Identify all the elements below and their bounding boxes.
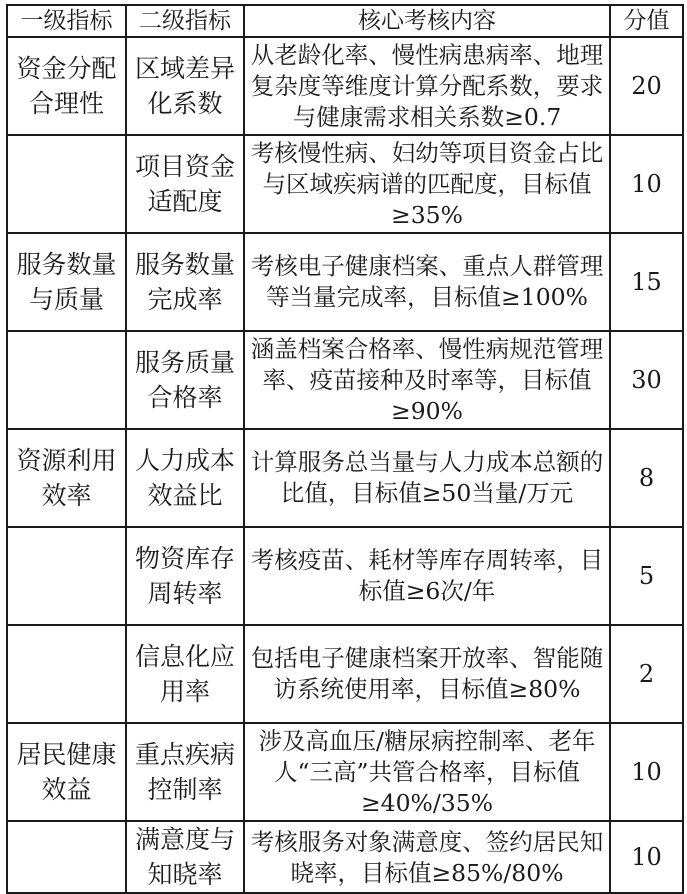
cell-score: 20: [610, 37, 683, 135]
cell-content: 考核疫苗、耗材等库存周转率，目标值≥6次/年: [244, 527, 610, 625]
cell-level1: [7, 625, 126, 723]
cell-level2: 重点疾病控制率: [126, 723, 244, 821]
cell-level2: 人力成本效益比: [126, 429, 244, 527]
header-level1: 一级指标: [7, 5, 126, 37]
header-score: 分值: [610, 5, 683, 37]
table-row: [7, 331, 683, 429]
table-row: [7, 527, 683, 625]
cell-level1: 居民健康效益: [7, 723, 126, 821]
indicator-table: [6, 4, 684, 894]
cell-level2: 服务数量完成率: [126, 233, 244, 331]
cell-content: 从老龄化率、慢性病患病率、地理复杂度等维度计算分配系数，要求与健康需求相关系数≥0.7: [244, 37, 610, 135]
cell-level2: 区域差异化系数: [126, 37, 244, 135]
cell-level1: 资源利用效率: [7, 429, 126, 527]
cell-level1: 服务数量与质量: [7, 233, 126, 331]
table-row: [7, 625, 683, 723]
cell-score: 30: [610, 331, 683, 429]
table-row: [7, 821, 683, 893]
cell-content: 包括电子健康档案开放率、智能随访系统使用率，目标值≥80%: [244, 625, 610, 723]
table-row: [7, 429, 683, 527]
cell-score: 10: [610, 135, 683, 233]
cell-level1: [7, 527, 126, 625]
cell-level1: 资金分配合理性: [7, 37, 126, 135]
cell-level1: [7, 331, 126, 429]
cell-content: 考核慢性病、妇幼等项目资金占比与区域疾病谱的匹配度，目标值≥35%: [244, 135, 610, 233]
cell-level2: 满意度与知晓率: [126, 821, 244, 893]
table-row: [7, 37, 683, 135]
cell-level1: [7, 821, 126, 893]
cell-level2: 项目资金适配度: [126, 135, 244, 233]
cell-score: 10: [610, 723, 683, 821]
cell-score: 10: [610, 821, 683, 893]
cell-score: 2: [610, 625, 683, 723]
cell-content: 考核电子健康档案、重点人群管理等当量完成率，目标值≥100%: [244, 233, 610, 331]
cell-level1: [7, 135, 126, 233]
cell-content: 涵盖档案合格率、慢性病规范管理率、疫苗接种及时率等，目标值≥90%: [244, 331, 610, 429]
cell-level2: 物资库存周转率: [126, 527, 244, 625]
cell-score: 8: [610, 429, 683, 527]
table-row: [7, 135, 683, 233]
cell-content: 涉及高血压/糖尿病控制率、老年人“三高”共管合格率，目标值≥40%/35%: [244, 723, 610, 821]
cell-content: 计算服务总当量与人力成本总额的比值，目标值≥50当量/万元: [244, 429, 610, 527]
table-header-row: [7, 5, 683, 37]
header-level2: 二级指标: [126, 5, 244, 37]
cell-level2: 信息化应用率: [126, 625, 244, 723]
cell-score: 15: [610, 233, 683, 331]
table-row: [7, 723, 683, 821]
cell-content: 考核服务对象满意度、签约居民知晓率，目标值≥85%/80%: [244, 821, 610, 893]
cell-score: 5: [610, 527, 683, 625]
table-row: [7, 233, 683, 331]
header-content: 核心考核内容: [244, 5, 610, 37]
cell-level2: 服务质量合格率: [126, 331, 244, 429]
